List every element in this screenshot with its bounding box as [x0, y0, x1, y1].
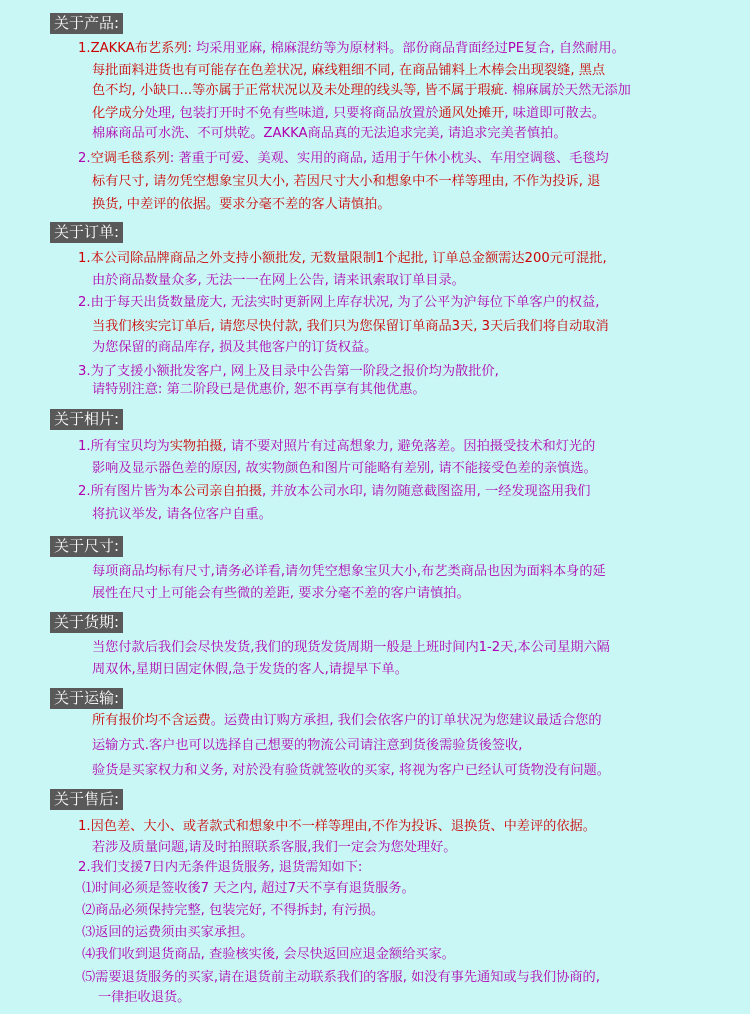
- text-segment: 运输方式.客户也可以选择自己想要的物流公司请注意到货後需验货後签收,: [92, 738, 523, 753]
- section-heading-aftersale: 关于售后:: [50, 789, 123, 810]
- text-segment: ⑸需要退货服务的买家,请在退货前主动联系我们的客服, 如没有事先通知或与我们协商的,: [82, 970, 600, 985]
- text-segment: 化学成分: [92, 106, 145, 121]
- text-segment: . 棉麻属於天然无添加: [503, 83, 631, 98]
- section-heading-delivery: 关于货期:: [50, 612, 123, 633]
- products-text-line: [92, 61, 605, 81]
- text-segment: 2.所有图片皆为: [78, 484, 170, 499]
- text-segment: 若涉及质量问题,请及时拍照联系客服,我们一定会为您处理好。: [92, 840, 457, 855]
- shipping-text-line: [92, 736, 522, 756]
- text-segment: , 并放本公司水印, 请勿随意截图盗用, 一经发现盗用我们: [262, 484, 591, 499]
- orders-text-line: [92, 338, 377, 358]
- text-segment: 2.我们支援7日内无条件退货服务, 退货需知如下:: [78, 860, 363, 875]
- aftersale-text-line: [82, 879, 415, 899]
- text-segment: 3.为了支援小额批发客户, 网上及目录中公告第一阶段之报价均为散批价,: [78, 364, 499, 379]
- photos-text-line: [78, 482, 591, 502]
- photos-text-line: [92, 505, 272, 525]
- text-segment: 所有报价均不含运费: [92, 713, 211, 728]
- text-segment: ⑵商品必须保持完整, 包装完好, 不得拆封, 有污损。: [82, 903, 385, 918]
- text-segment: ⑴时间必须是签收後7 天之内, 超过7天不享有退货服务。: [82, 881, 415, 896]
- text-segment: 标有尺寸, 请勿凭空想象宝贝大小, 若因尺寸大小和想象中不一样等理由, 不作为投诉, 退: [92, 174, 601, 189]
- text-segment: , 味道即可散去。: [504, 106, 606, 121]
- text-segment: 空调毛毯系列: [90, 151, 170, 166]
- section-heading-products: 关于产品:: [50, 13, 123, 34]
- text-segment: 周双休,星期日固定休假,急于发货的客人,请提早下单。: [92, 662, 408, 677]
- size-text-line: [92, 562, 606, 582]
- orders-text-line: [78, 362, 499, 382]
- products-text-line: [92, 104, 605, 124]
- aftersale-text-line: [82, 901, 384, 921]
- section-heading-photos: 关于相片:: [50, 409, 123, 430]
- section-heading-size: 关于尺寸:: [50, 536, 123, 557]
- text-segment: 通风处摊开: [438, 106, 505, 121]
- orders-text-line: [92, 380, 426, 400]
- text-segment: 将抗议举发, 请各位客户自重。: [92, 507, 272, 522]
- text-segment: : 均采用亚麻, 棉麻混纺等为原材料。部份商品背面经过PE复合, 自然耐用。: [187, 41, 625, 56]
- text-segment: 每项商品均标有尺寸,请务必详看,请勿凭空想象宝贝大小,布艺类商品也因为面料本身的延: [92, 564, 606, 579]
- photos-text-line: [78, 437, 595, 457]
- shipping-text-line: [92, 761, 610, 781]
- orders-text-line: [78, 249, 607, 269]
- orders-text-line: [78, 293, 599, 313]
- aftersale-text-line: [92, 838, 456, 858]
- text-segment: 换货, 中差评的依据。要求分毫不差的客人请慎拍。: [92, 197, 391, 212]
- photos-text-line: [92, 459, 597, 479]
- size-text-line: [92, 584, 470, 604]
- text-segment: 一律拒收退货。: [98, 990, 191, 1005]
- section-heading-shipping: 关于运输:: [50, 688, 123, 709]
- text-segment: 实物拍摄: [169, 439, 223, 454]
- text-segment: 1.本公司除品牌商品之外支持小额批发, 无数量限制1个起批, 订单总金额需达200元可混批,: [78, 251, 607, 266]
- text-segment: 色不均, 小缺口...等亦属于正常状况以及未处理的线头等, 皆不属于瑕疵: [92, 83, 504, 98]
- orders-text-line: [92, 317, 609, 337]
- delivery-text-line: [92, 660, 408, 680]
- section-heading-orders: 关于订单:: [50, 222, 123, 243]
- products-text-line: [78, 149, 609, 169]
- aftersale-text-line: [78, 858, 362, 878]
- text-segment: 。运费由订购方承担, 我们会依客户的订单状况为您建议最适合您的: [210, 713, 602, 728]
- orders-text-line: [92, 271, 465, 291]
- text-segment: 展性在尺寸上可能会有些微的差距, 要求分毫不差的客户请慎拍。: [92, 586, 470, 601]
- text-segment: 1.所有宝贝均为: [78, 439, 170, 454]
- aftersale-text-line: [98, 988, 190, 1008]
- text-segment: 影响及显示器色差的原因, 故实物颜色和图片可能略有差别, 请不能接受色差的亲慎选。: [92, 461, 597, 476]
- text-segment: : 著重于可爱、美观、实用的商品, 适用于午休小枕头、车用空调毯、毛毯均: [169, 151, 609, 166]
- text-segment: ⑶返回的运费须由买家承担。: [82, 925, 254, 940]
- aftersale-text-line: [82, 968, 600, 988]
- text-segment: ⑷我们收到退货商品, 查验核实後, 会尽快返回应退金额给买家。: [82, 947, 455, 962]
- aftersale-text-line: [78, 817, 596, 837]
- text-segment: 验货是买家权力和义务, 对於没有验货就签收的买家, 将视为客户已经认可货物没有问题。: [92, 763, 610, 778]
- text-segment: 为您保留的商品库存, 损及其他客户的订货权益。: [92, 340, 378, 355]
- text-segment: 棉麻商品可水洗、不可烘乾。ZAKKA商品真的无法追求完美, 请追求完美者慎拍。: [92, 126, 567, 141]
- text-segment: 本公司亲自拍摄: [169, 484, 263, 499]
- delivery-text-line: [92, 638, 610, 658]
- aftersale-text-line: [82, 923, 253, 943]
- text-segment: 1.ZAKKA布艺系列: [78, 41, 188, 56]
- text-segment: 当您付款后我们会尽快发货,我们的现货发货周期一般是上班时间内1-2天,本公司星期六隔: [92, 640, 610, 655]
- text-segment: 由於商品数量众多, 无法一一在网上公告, 请来讯索取订单目录。: [92, 273, 465, 288]
- text-segment: 每批面料进货也有可能存在色差状况, 麻线粗细不同, 在商品铺料上木棒会出现裂缝, 黑点: [92, 63, 606, 78]
- products-text-line: [92, 81, 631, 101]
- text-segment: 当我们核实完订单后, 请您尽快付款, 我们只为您保留订单商品3天, 3天后我们将自动取消: [92, 319, 609, 334]
- products-text-line: [92, 195, 391, 215]
- products-text-line: [92, 124, 567, 144]
- shipping-text-line: [92, 711, 602, 731]
- text-segment: , 请不要对照片有过高想象力, 避免落差。因拍摄受技术和灯光的: [222, 439, 596, 454]
- text-segment: 请特别注意: 第二阶段已是优惠价, 恕不再享有其他优惠。: [92, 382, 426, 397]
- text-segment: 处理, 包装打开时不免有些味道, 只要将商品放置於: [144, 106, 439, 121]
- text-segment: 2.由于每天出货数量庞大, 无法实时更新网上库存状况, 为了公平为沪每位下单客户的权益,: [78, 295, 600, 310]
- products-text-line: [92, 172, 600, 192]
- products-text-line: [78, 39, 625, 59]
- text-segment: 1.因色差、大小、或者款式和想象中不一样等理由,不作为投诉、退换货、中差评的依据。: [78, 819, 596, 834]
- aftersale-text-line: [82, 945, 455, 965]
- text-segment: 2.: [78, 151, 91, 166]
